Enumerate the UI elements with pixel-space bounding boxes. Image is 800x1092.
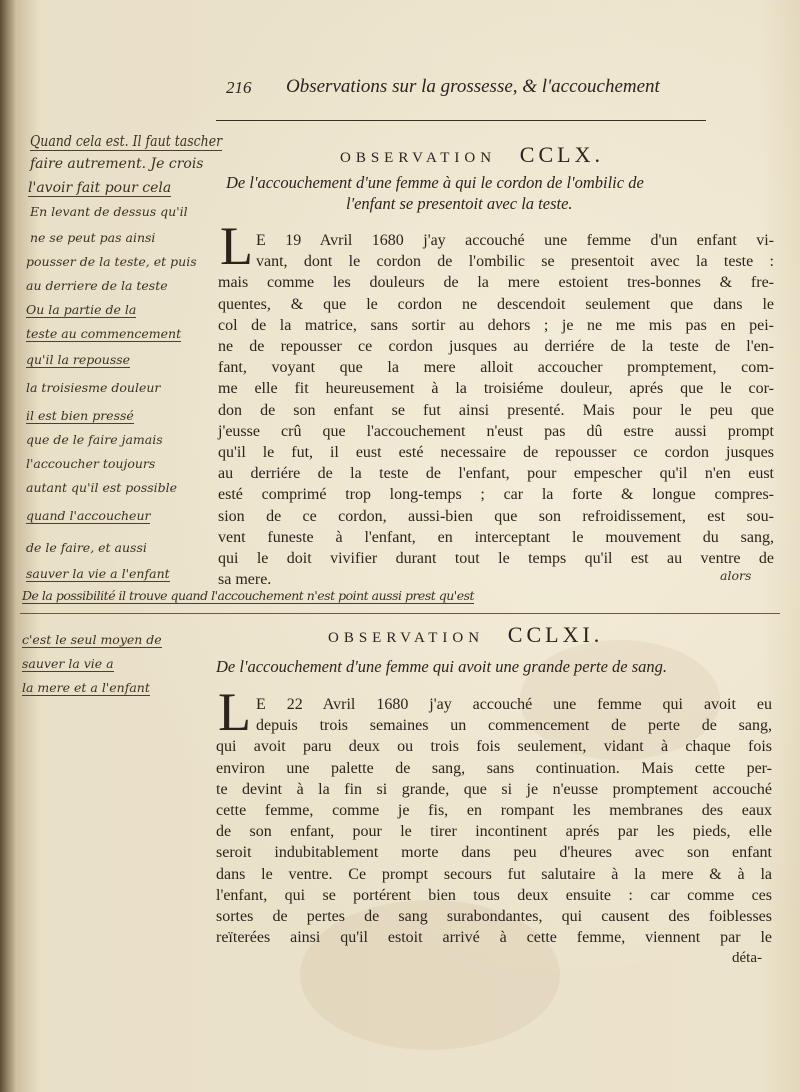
dropcap-261: L [218, 682, 251, 742]
handwritten-note: alors [720, 568, 752, 583]
text-line: sortes de pertes de sang surabondantes, qui causent des foiblesses [216, 908, 772, 926]
handwritten-note: l'avoir fait pour cela [28, 180, 172, 196]
handwritten-note: sauver la vie a [22, 656, 114, 671]
observation-260-text [218, 230, 774, 590]
text-line: col de la matrice, sans sortir au dehors ; je ne me mis pas en pei- [218, 316, 774, 334]
subtitle-line: De l'accouchement d'une femme à qui le cordon de l'ombilic de [226, 173, 644, 192]
page-number: 216 [226, 78, 252, 97]
separator-line [20, 613, 780, 614]
text-line: esté comprimé trop long-temps ; car la forte & longue compres- [218, 486, 774, 504]
text-line: qui avoit paru deux ou trois fois seulement, vidant à chaque fois [216, 738, 772, 756]
text-line: quentes, & que le cordon ne descendoit seulement que dans le [218, 295, 774, 313]
text-line: qu'il le fut, il eust esté necessaire de repousser ce cordon jusques [218, 444, 774, 462]
text-line: E 19 Avril 1680 j'ay accouché une femme d'un enfant vi- [256, 232, 774, 249]
text-line: j'eusse crû que l'accouchement n'eust pas dû estre aussi prompt [218, 422, 774, 440]
header-rule [216, 120, 706, 121]
text-line: reïterées ainsi qu'il estoit arrivé à cette femme, viennent par le [216, 929, 772, 947]
observation-260-title [340, 142, 604, 168]
text-line: l'enfant, qui se portérent bien tous deux ensuite : car comme ces [216, 886, 772, 904]
running-title: Observations sur la grossesse, & l'accouchement [286, 76, 660, 97]
handwritten-note: l'accoucher toujours [26, 456, 156, 471]
handwritten-note: qu'il la repousse [26, 352, 131, 367]
text-line: mais comme les douleurs de la mere estoient tres-bonnes & fre- [218, 274, 774, 292]
handwritten-note: Quand cela est. Il faut tascher [30, 132, 223, 150]
text-line: environ une palette de sang, sans continuation. Mais cette per- [216, 759, 772, 777]
handwritten-note: autant qu'il est possible [26, 480, 178, 495]
text-line: qui le doit vivifier durant tout le temps qu'il est au ventre de [218, 550, 774, 568]
handwritten-note: ne se peut pas ainsi [30, 230, 156, 245]
observation-label: OBSERVATION [328, 630, 485, 646]
text-line: sion de ce cordon, aussi-bien que son refroidissement, est sou- [218, 507, 774, 525]
handwritten-note: la mere et a l'enfant [22, 680, 150, 695]
handwritten-note: teste au commencement [26, 326, 182, 341]
text-line: ne de repousser ce cordon jusques au derriére de la teste de l'en- [218, 338, 774, 356]
handwritten-note: En levant de dessus qu'il [30, 204, 188, 219]
handwritten-note: il est bien pressé [26, 408, 134, 423]
observation-260-subtitle [226, 172, 781, 214]
text-line: depuis trois semaines un commencement de perte de sang, [256, 717, 772, 735]
observation-261-subtitle: De l'accouchement d'une femme qui avoit une grande perte de sang. [216, 657, 668, 676]
handwritten-note: de le faire, et aussi [26, 540, 147, 555]
handwritten-note: faire autrement. Je crois [30, 156, 204, 172]
handwritten-note: De la possibilité il trouve quand l'accouchement n'est point aussi prest qu'est [22, 588, 475, 603]
text-line: me elle fit heureusement à la troisiéme douleur, aprés que le cor- [218, 380, 774, 398]
text-line: au derriére de la teste de l'enfant, pour empescher qu'il n'en eust [218, 465, 774, 483]
handwritten-note: au derriere de la teste [26, 278, 168, 293]
text-line: fant, voyant que la mere alloit accoucher promptement, com- [218, 359, 774, 377]
catchword: déta- [732, 950, 762, 966]
text-line: sa mere. [218, 571, 272, 589]
observation-number: CCLX. [519, 142, 604, 167]
handwritten-note: Ou la partie de la [26, 302, 137, 317]
observation-261-text [216, 694, 772, 948]
handwritten-note: la troisiesme douleur [26, 380, 161, 395]
text-line: don de son enfant se fut ainsi presenté. Mais pour le peu que [218, 401, 774, 419]
observation-label: OBSERVATION [340, 150, 497, 166]
text-line: E 22 Avril 1680 j'ay accouché une femme qui avoit eu [256, 696, 772, 713]
handwritten-note: sauver la vie a l'enfant [26, 566, 170, 581]
handwritten-note: quand l'accoucheur [26, 508, 151, 523]
handwritten-note: que de le faire jamais [26, 432, 163, 447]
text-line: dans le ventre. Ce prompt secours fut salutaire à la mere & à la [216, 865, 772, 883]
text-line: cette femme, comme je fis, en rompant les membranes des eaux [216, 802, 772, 820]
observation-261-title [328, 622, 603, 648]
observation-number: CCLXI. [507, 622, 604, 647]
text-line: vent funeste à l'enfant, en interceptant le mouvement du sang, [218, 528, 774, 546]
text-line: vant, dont le cordon de l'ombilic se presentoit avec la teste : [256, 253, 774, 271]
handwritten-note: pousser de la teste, et puis [26, 254, 197, 269]
text-line: seroit indubitablement morte dans peu d'heures avec son enfant [216, 844, 772, 862]
text-line: de son enfant, pour le tirer incontinent aprés par les pieds, elle [216, 823, 772, 841]
subtitle-line: l'enfant se presentoit avec la teste. [346, 194, 573, 213]
text-line: te devint à la fin si grande, que si je n'eusse promptement accouché [216, 780, 772, 798]
handwritten-note: c'est le seul moyen de [22, 632, 162, 647]
dropcap-260: L [220, 216, 253, 276]
